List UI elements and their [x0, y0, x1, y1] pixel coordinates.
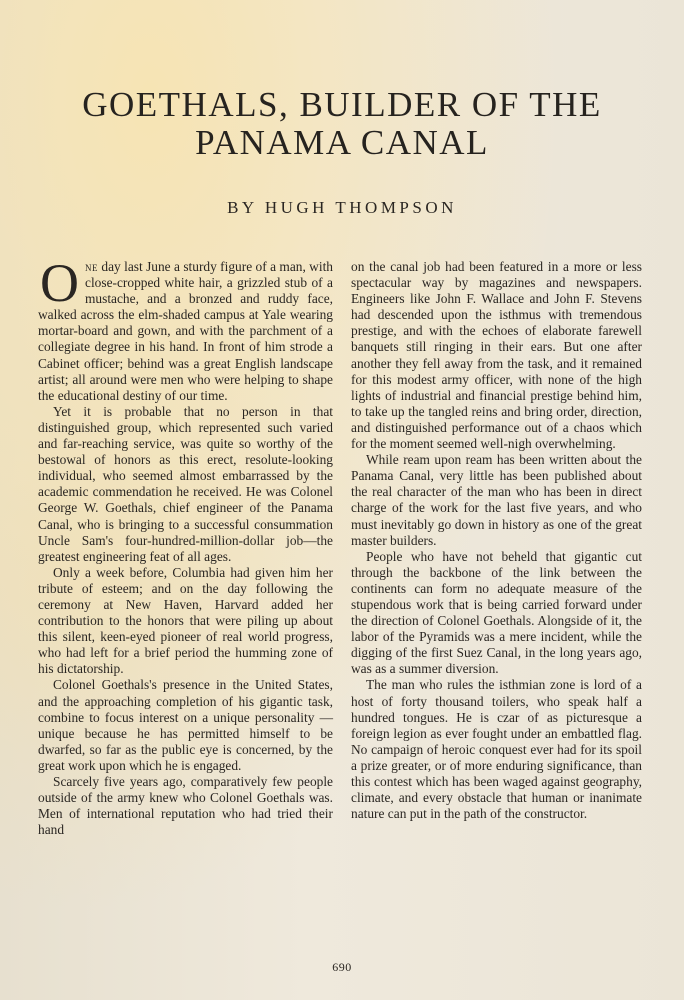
article-title-line-2: PANAMA CANAL [195, 123, 489, 162]
article-title-line-1: GOETHALS, BUILDER OF THE [82, 85, 602, 124]
paragraph: on the canal job had been featured in a more or less spectacular way by magazines and newspapers. Engineers like John F. Wallace and John F. Stevens had descended upon the isthmus with tremendous prestige, and with the echoes of elaborate farewell banquets still ringing in their ears. But one after another they fell away from the task, and it remained for this modest army officer, with none of the high lights of industrial and financial prestige behind him, to take up the tangled reins and bring order, direction, and distinguished performance out of a chaos which for the moment seemed well-nigh overwhelming. [351, 259, 642, 452]
paragraph: Colonel Goethals's presence in the United States, and the approaching completion of his gigantic task, combine to focus interest on a unique personality — unique because he has permitted himself to be dwarfed, so far as the public eye is concerned, by the great work upon which he is engaged. [38, 677, 333, 773]
paragraph: While ream upon ream has been written about the Panama Canal, very little has been published about the real character of the man who has been in direct charge of the work for the last five years, and who must inevitably go down in history as one of the great master builders. [351, 452, 642, 548]
paragraph: Scarcely five years ago, comparatively few people outside of the army knew who Colonel Goethals was. Men of international reputation who had tried their hand [38, 774, 333, 838]
text-column-left [38, 253, 333, 838]
paragraph: Only a week before, Columbia had given him her tribute of esteem; and on the day following the ceremony at New Haven, Harvard added her contribution to the honors that were piling up about this silent, keen-eyed pioneer of real world progress, who had left for a brief period the humming zone of his dictatorship. [38, 564, 333, 677]
article-byline: BY HUGH THOMPSON [227, 198, 457, 217]
page-number: 690 [332, 960, 352, 974]
drop-cap: O [40, 253, 79, 313]
paragraph: People who have not beheld that gigantic cut through the backbone of the link between the continents can form no adequate measure of the stupendous work that is being carried forward under the direction of Colonel Goethals. Alongside of it, the labor of the Pyramids was a mere incident, while the digging of the first Suez Canal, in the long years ago, was as a summer diversion. [351, 548, 642, 677]
paragraph [38, 253, 333, 404]
paragraph-text: day last June a sturdy figure of a man, with close-cropped white hair, a grizzled stub of a mustache, and a bronzed and ruddy face, walked across the elm-shaded campus at Yale wearing mortar-board and gown, and with the parchment of a collegiate degree in his hand. In front of him strode a Cabinet officer; behind was a great English landscape artist; all around were men who were helping to shape the educational destiny of our time. [38, 259, 333, 403]
article-title [0, 86, 684, 162]
text-column-right [351, 259, 642, 822]
lead-in: ne [85, 259, 98, 274]
paragraph: The man who rules the isthmian zone is lord of a host of forty thousand toilers, who speak half a hundred tongues. He is czar of as picturesque a foreign legion as ever fought under an embattled flag. No campaign of heroic conquest ever had for its spoil a prize greater, or of more enduring significance, than this contest which has been waged against geography, climate, and every obstacle that human or inanimate nature can put in the path of the constructor. [351, 677, 642, 822]
paragraph: Yet it is probable that no person in that distinguished group, which represented such varied and far-reaching service, was quite so worthy of the bestowal of honors as this erect, resolute-looking individual, who seemed almost embarrassed by the academic commendation he received. He was Colonel George W. Goethals, chief engineer of the Panama Canal, who is bringing to a successful consummation Uncle Sam's four-hundred-million-dollar job—the greatest engineering feat of all ages. [38, 403, 333, 564]
